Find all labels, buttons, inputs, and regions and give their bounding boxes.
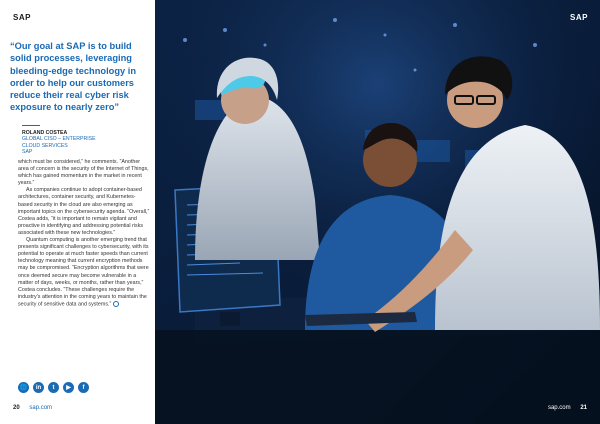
end-mark-icon (113, 301, 119, 307)
paragraph: As companies continue to adopt container-based architectures, container security, and Kubernetes-based security in the cloud are also emerging as important topics on the cybersecurity agenda. “Overall,” Costea adds, “it is important to remain vigilant and proactive in identifying and addressing potential risks associated with these new technologies.” (18, 187, 150, 236)
youtube-icon[interactable]: ▶ (63, 382, 74, 393)
left-footer (13, 405, 52, 411)
twitter-icon[interactable]: t (48, 382, 59, 393)
website-icon[interactable]: 🌐 (18, 382, 29, 393)
brand-label: SAP (13, 13, 31, 22)
paragraph-text: Quantum computing is another emerging trend that presents significant challenges to cybersecurity, with its potential to operate at much faster speeds than current technology meaning that current encryption methods may be compromised. “Encryption algorithms that were once deemed secure may become vulnerable in a matter of days, weeks, or months, rather than years,” Costea concludes. “These challenges require the industry’s attention in the coming years to maintain the security of sensitive data and systems.” (18, 237, 149, 308)
quote-attribution (22, 130, 96, 155)
page-number: 21 (580, 405, 587, 411)
site-link[interactable]: sap.com (29, 405, 53, 411)
attribution-title-2: CLOUD SERVICES (22, 142, 68, 149)
attribution-name: ROLAND COSTEA (22, 130, 68, 136)
paragraph (18, 237, 150, 308)
linkedin-icon[interactable]: in (33, 382, 44, 393)
social-links (18, 382, 89, 393)
site-link[interactable]: sap.com (547, 405, 571, 411)
left-page (0, 0, 155, 424)
right-footer (548, 405, 587, 411)
facebook-icon[interactable]: f (78, 382, 89, 393)
quote-divider (22, 125, 40, 126)
page-number: 20 (13, 405, 20, 411)
pull-quote: “Our goal at SAP is to build solid processes, leveraging bleeding-edge technology in order to help our customers reduce their real cyber risk exposure to nearly zero” (10, 41, 137, 113)
attribution-title-1: GLOBAL CISO – ENTERPRISE (22, 136, 96, 143)
paragraph: which must be considered,” he comments. “Another area of concern is the security of the Internet of Things, which has gained momentum in the market in recent years.” (18, 159, 149, 187)
attribution-company: SAP (22, 148, 33, 155)
article-body (18, 159, 150, 308)
photo-illustration (155, 0, 600, 424)
brand-label-right: SAP (570, 13, 588, 22)
office-photo (155, 0, 600, 424)
